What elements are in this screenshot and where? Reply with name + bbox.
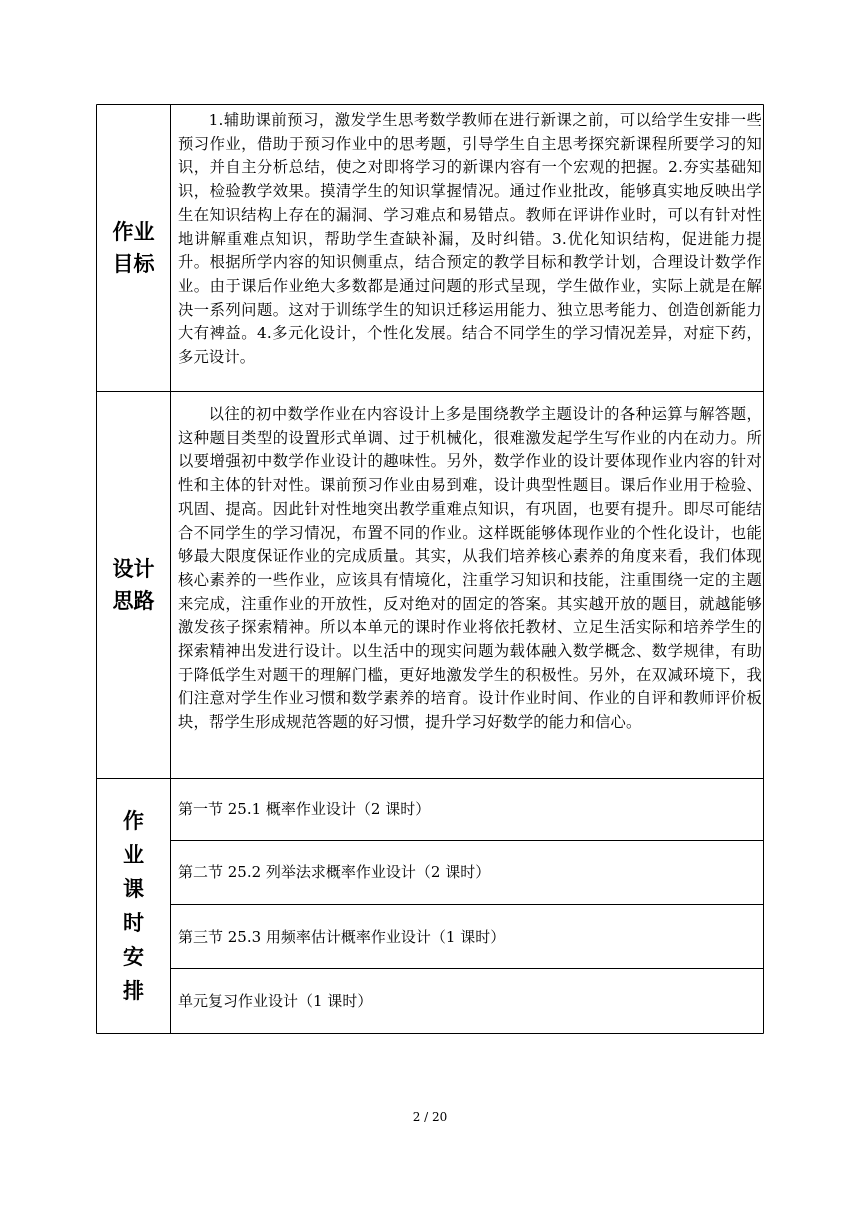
schedule-row: 第二节 25.2 列举法求概率作业设计（2 课时）: [178, 863, 491, 881]
schedule-label-char: 安: [123, 945, 144, 969]
design-label-text: 设计思路: [112, 557, 155, 613]
schedule-label-char: 业: [123, 843, 144, 867]
design-paragraph: 以往的初中数学作业在内容设计上多是围绕教学主题设计的各种运算与解答题，这种题目类型的设置形式单调、过于机械化，很难激发起学生写作业的内在动力。所以要增强初中数学作业设计的趣味性。另外，数学作业的设计要体现作业内容的针对性和主体的针对性。课前预习作业由易到难，设计典型性题目。课后作业用于检验、巩固、提高。因此针对性地突出教学重难点知识，有巩固，也要有提升。即尽可能结合不同学生的学习情况，布置不同的作业。这样既能够体现作业的个性化设计，也能够最大限度保证作业的完成质量。其实，从我们培养核心素养的角度来看，我们体现核心素养的一些作业，应该具有情境化，注重学习知识和技能，注重围绕一定的主题来完成，注重作业的开放性，反对绝对的固定的答案。其实越开放的题目，就越能够激发孩子探索精神。所以本单元的课时作业将依托教材、立足生活实际和培养学生的探索精神出发进行设计。以生活中的现实问题为载体融入数学概念、数学规律，有助于降低学生对题干的理解门槛，更好地激发学生的积极性。另外，在双减环境下，我们注意对学生作业习惯和数学素养的培育。设计作业时间、作业的自评和教师评价板块，帮学生形成规范答题的好习惯，提升学习好数学的能力和信心。: [178, 405, 762, 732]
goal-label: [97, 105, 170, 391]
schedule-label-char: 时: [123, 911, 144, 935]
goal-paragraph: 1.辅助课前预习，激发学生思考数学教师在进行新课之前，可以给学生安排一些预习作业，借助于预习作业中的思考题，引导学生自主思考探究新课程所要学习的知识，并自主分析总结，使之对即将学习的新课内容有一个宏观的把握。2.夯实基础知识，检验教学效果。摸清学生的知识掌握情况。通过作业批改，能够真实地反映出学生在知识结构上存在的漏洞、学习难点和易错点。教师在评讲作业时，可以有针对性地讲解重难点知识，帮助学生查缺补漏，及时纠错。3.优化知识结构，促进能力提升。根据所学内容的知识侧重点，结合预定的教学目标和教学计划，合理设计数学作业。由于课后作业绝大多数都是通过问题的形式呈现，学生做作业，实际上就是在解决一系列问题。这对于训练学生的知识迁移运用能力、独立思考能力、创造创新能力大有裨益。4.多元化设计，个性化发展。结合不同学生的学习情况差异，对症下药，多元设计。: [178, 111, 762, 367]
schedule-label-char: 课: [123, 877, 144, 901]
schedule-label-char: 排: [123, 979, 144, 1003]
schedule-label-char: 作: [123, 809, 144, 833]
page-number: 2 / 20: [412, 1110, 448, 1124]
schedule-label: [97, 779, 170, 1033]
goal-label-text: 作业目标: [112, 220, 155, 276]
design-label: [97, 392, 170, 778]
schedule-row: 单元复习作业设计（1 课时）: [178, 992, 373, 1010]
schedule-row: 第三节 25.3 用频率估计概率作业设计（1 课时）: [178, 928, 506, 946]
schedule-row: 第一节 25.1 概率作业设计（2 课时）: [178, 800, 431, 818]
